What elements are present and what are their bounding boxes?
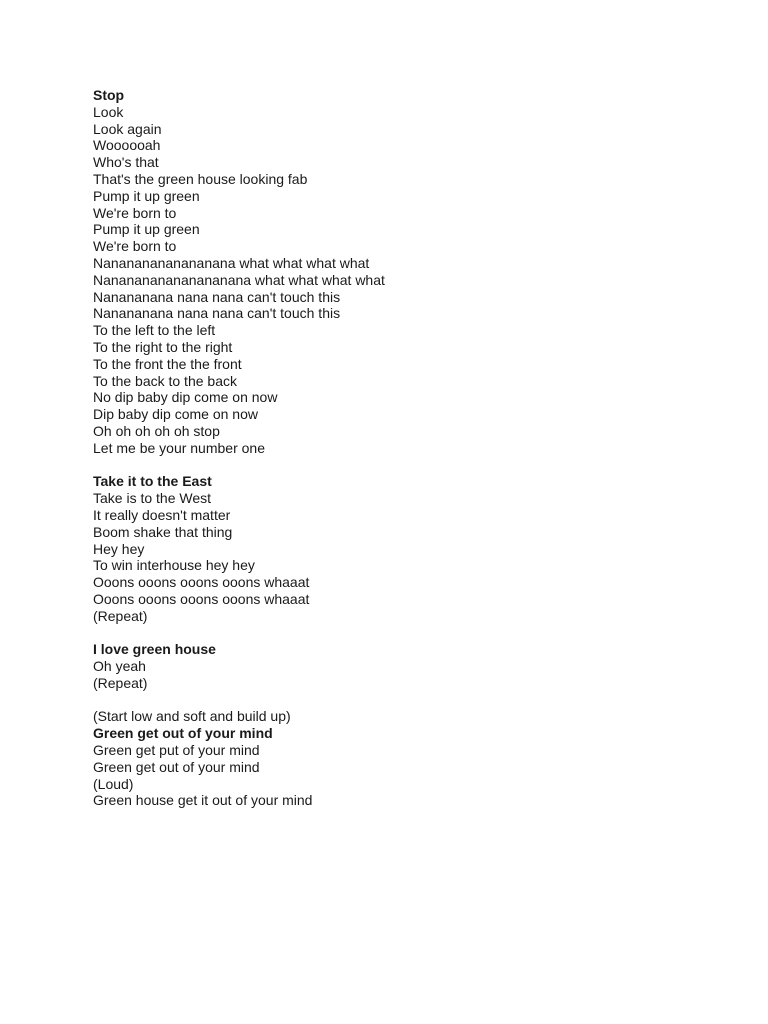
lyric-line: (Repeat) [93, 607, 148, 624]
lyric-line: (Start low and soft and build up) [93, 708, 291, 725]
lyric-line: We're born to [93, 204, 177, 221]
lyric-line: Green house get it out of your mind [93, 792, 313, 809]
blank-line [93, 457, 385, 474]
lyric-line: To win interhouse hey hey [93, 557, 255, 574]
lyric-line: (Loud) [93, 775, 134, 792]
lyric-line: We're born to [93, 238, 177, 255]
lyric-line: That's the green house looking fab [93, 170, 308, 187]
lyric-line: To the back to the back [93, 372, 237, 389]
lyric-line: Ooons ooons ooons ooons whaaat [93, 574, 310, 591]
lyrics-text-block [93, 87, 385, 809]
lyric-line: Pump it up green [93, 221, 200, 238]
lyric-line: Green get put of your mind [93, 742, 260, 759]
section-heading-line: I love green house [93, 641, 216, 658]
lyric-line: Nanananana nana nana can't touch this [93, 288, 341, 305]
blank-line [93, 625, 385, 642]
lyric-line: Dip baby dip come on now [93, 406, 258, 423]
lyric-line: It really doesn't matter [93, 506, 231, 523]
lyric-line: Let me be your number one [93, 439, 265, 456]
lyric-line: Pump it up green [93, 187, 200, 204]
lyric-line: Look again [93, 120, 162, 137]
lyric-line: To the left to the left [93, 322, 216, 339]
lyric-line: Woooooah [93, 137, 161, 154]
section-heading-line: Take it to the East [93, 473, 212, 490]
lyric-line: Who's that [93, 154, 159, 171]
lyric-line: Green get out of your mind [93, 758, 260, 775]
lyric-line: Nanananana nana nana can't touch this [93, 305, 341, 322]
section-heading-line: Stop [93, 87, 125, 103]
lyric-line: To the front the the front [93, 355, 242, 372]
lyric-line: No dip baby dip come on now [93, 389, 278, 406]
lyric-line: Oh oh oh oh oh stop [93, 422, 220, 439]
lyric-line: Nananananananananana what what what what [93, 271, 385, 288]
lyric-line: Oh yeah [93, 658, 146, 675]
lyric-line: Hey hey [93, 540, 145, 557]
lyric-line: Nanananananananana what what what what [93, 254, 370, 271]
lyric-line: Ooons ooons ooons ooons whaaat [93, 590, 310, 607]
lyric-line: To the right to the right [93, 338, 233, 355]
blank-line [93, 692, 385, 709]
lyric-line: Boom shake that thing [93, 523, 233, 540]
lyric-line: Look [93, 103, 124, 120]
lyric-line: (Repeat) [93, 674, 148, 691]
lyric-line: Take is to the West [93, 490, 212, 507]
section-heading-line: Green get out of your mind [93, 725, 273, 742]
